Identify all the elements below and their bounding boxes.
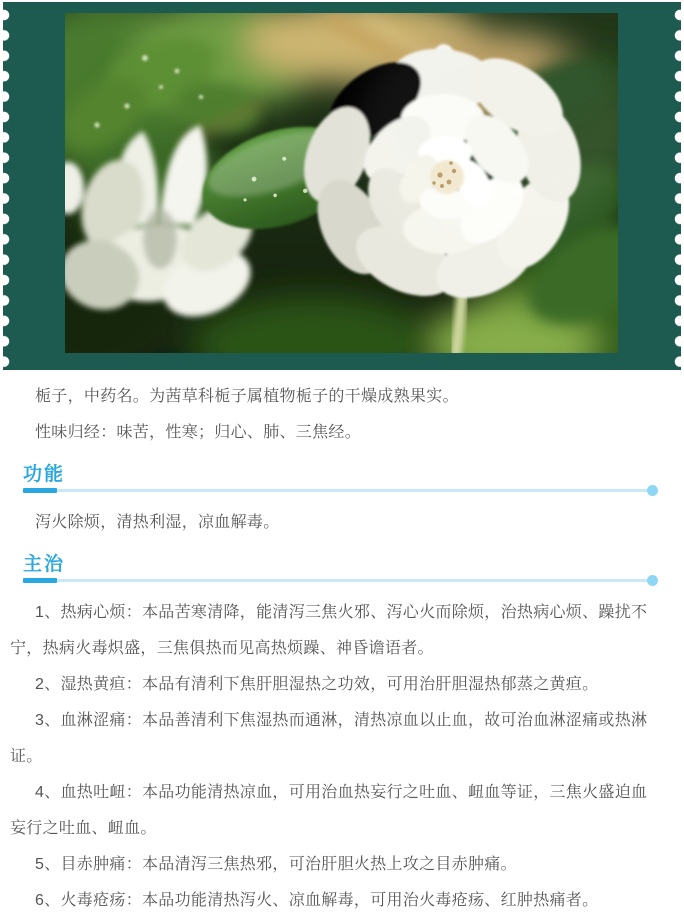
hero-stamp-banner [3, 2, 681, 370]
section-divider [23, 488, 658, 493]
divider-dash [23, 578, 57, 583]
stamp-scallop-left [0, 2, 12, 370]
function-paragraph: 泻火除烦，清热利湿，凉血解毒。 [35, 514, 280, 531]
indication-item-5: 5、目赤肿痛：本品清泻三焦热邪，可治肝胆火热上攻之目赤肿痛。 [35, 856, 517, 873]
intro-paragraph-2: 性味归经：味苦，性寒；归心、肺、三焦经。 [35, 424, 362, 441]
section-title-function: 功能 [23, 464, 66, 485]
indication-item-1: 1、热病心烦：本品苦寒清降，能清泻三焦火邪、泻心火而除烦，治热病心烦、躁扰不宁，热病火毒炽盛，三焦俱热而见高热烦躁、神昏谵语者。 [10, 604, 648, 657]
indication-item-4: 4、血热吐衄：本品功能清热凉血，可用治血热妄行之吐血、衄血等证，三焦火盛迫血妄行之吐血、衄血。 [10, 784, 648, 837]
divider-dash [23, 488, 57, 493]
gardenia-photo[interactable] [65, 13, 618, 353]
divider-line [23, 579, 649, 582]
stamp-scallop-right [672, 2, 684, 370]
section-divider [23, 578, 658, 583]
section-title-indications: 主治 [23, 554, 66, 575]
indication-item-2: 2、湿热黄疸：本品有清利下焦肝胆湿热之功效，可用治肝胆湿热郁蒸之黄疸。 [35, 676, 599, 693]
indication-item-3: 3、血淋涩痛：本品善清利下焦湿热而通淋，清热凉血以止血，故可治血淋涩痛或热淋证。 [10, 712, 648, 765]
divider-line [23, 489, 649, 492]
section-header-function [23, 463, 658, 493]
indication-item-6: 6、火毒疮疡：本品功能清热泻火、凉血解毒，可用治火毒疮疡、红肿热痛者。 [35, 892, 599, 909]
divider-dot [647, 485, 658, 496]
gardenia-photo-illustration [65, 13, 618, 353]
article-body [0, 370, 684, 919]
divider-dot [647, 575, 658, 586]
intro-paragraph-1: 栀子，中药名。为茜草科栀子属植物栀子的干燥成熟果实。 [35, 388, 459, 405]
section-header-indications [23, 553, 658, 583]
